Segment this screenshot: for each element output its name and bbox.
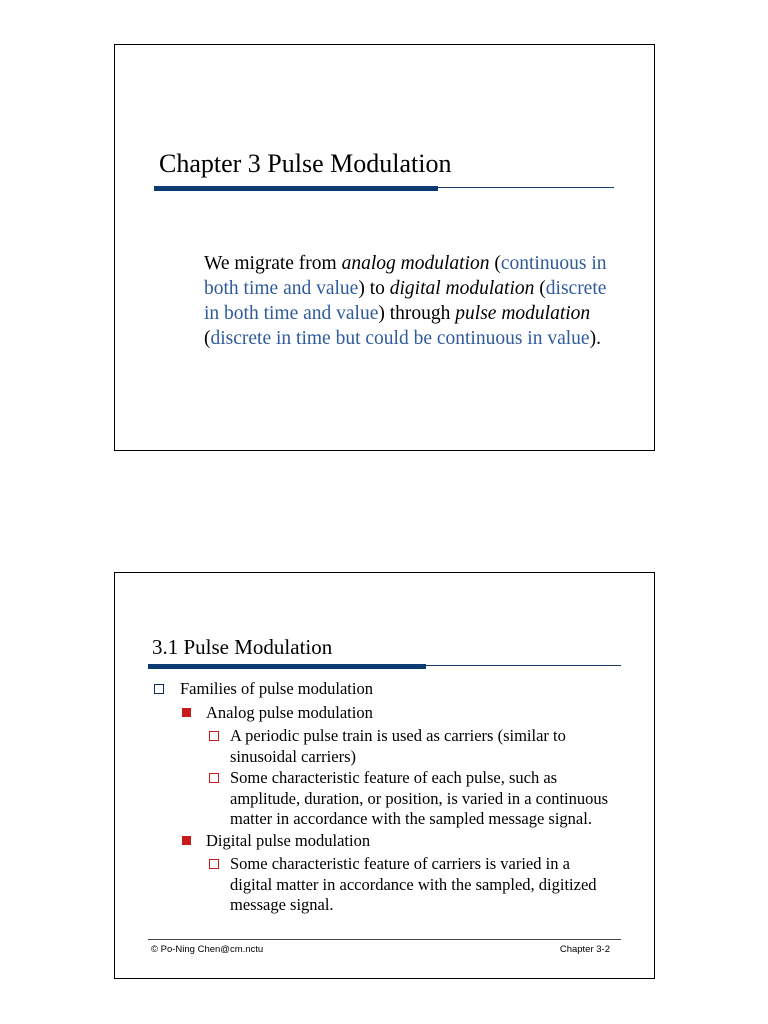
intro-segment: ( [489,253,501,274]
hollow-square-bullet-icon [209,859,219,869]
footer-copyright: © Po-Ning Chen@cm.nctu [151,944,264,955]
list-item-text: Digital pulse modulation [206,830,371,850]
hollow-square-bullet-icon [209,731,219,741]
intro-segment: continuous in both time and value [204,253,607,299]
slide-1-title: Chapter 3 Pulse Modulation [159,149,452,178]
title-rule-thick [154,186,438,191]
list-item-text: Some characteristic feature of carriers is varied in a digital matter in accordance with the sampled, digitized message signal. [230,854,597,914]
intro-segment: digital modulation [389,278,535,299]
intro-segment: ). [589,328,601,349]
intro-segment: discrete in both time and value [204,278,607,324]
intro-segment: ) through [378,303,456,324]
slide-1 [114,44,655,451]
list-item-text: A periodic pulse train is used as carriers (similar to sinusoidal carriers) [230,726,566,766]
intro-segment: We migrate from [204,253,342,274]
slide-2-title: 3.1 Pulse Modulation [152,635,333,659]
hollow-square-bullet-icon [209,773,219,783]
slide-2 [114,572,655,979]
filled-square-bullet-icon [182,708,191,717]
intro-segment: analog modulation [341,253,490,274]
list-item [154,768,614,830]
hollow-square-bullet-icon [154,684,164,694]
list-item [154,703,614,724]
footer-rule [148,939,621,940]
list-item [154,854,614,916]
filled-square-bullet-icon [182,836,191,845]
intro-segment: ) to [358,278,390,299]
bullet-list [154,679,614,917]
list-item-text: Some characteristic feature of each pulse, such as amplitude, duration, or position, is varied in a continuous matter in accordance with the sampled message signal. [230,768,609,828]
intro-segment: pulse modulation [455,303,591,324]
title-rule-thick [148,664,426,669]
intro-segment: ( [204,328,211,349]
list-item-text: Families of pulse modulation [180,679,373,698]
intro-paragraph [204,251,624,351]
intro-segment: discrete in time but could be continuous in value [210,328,590,349]
list-item [154,679,614,700]
intro-segment: ( [534,278,546,299]
list-item-text: Analog pulse modulation [206,702,373,722]
list-item [154,726,614,767]
list-item [154,831,614,852]
footer-page-label: Chapter 3-2 [559,944,610,955]
